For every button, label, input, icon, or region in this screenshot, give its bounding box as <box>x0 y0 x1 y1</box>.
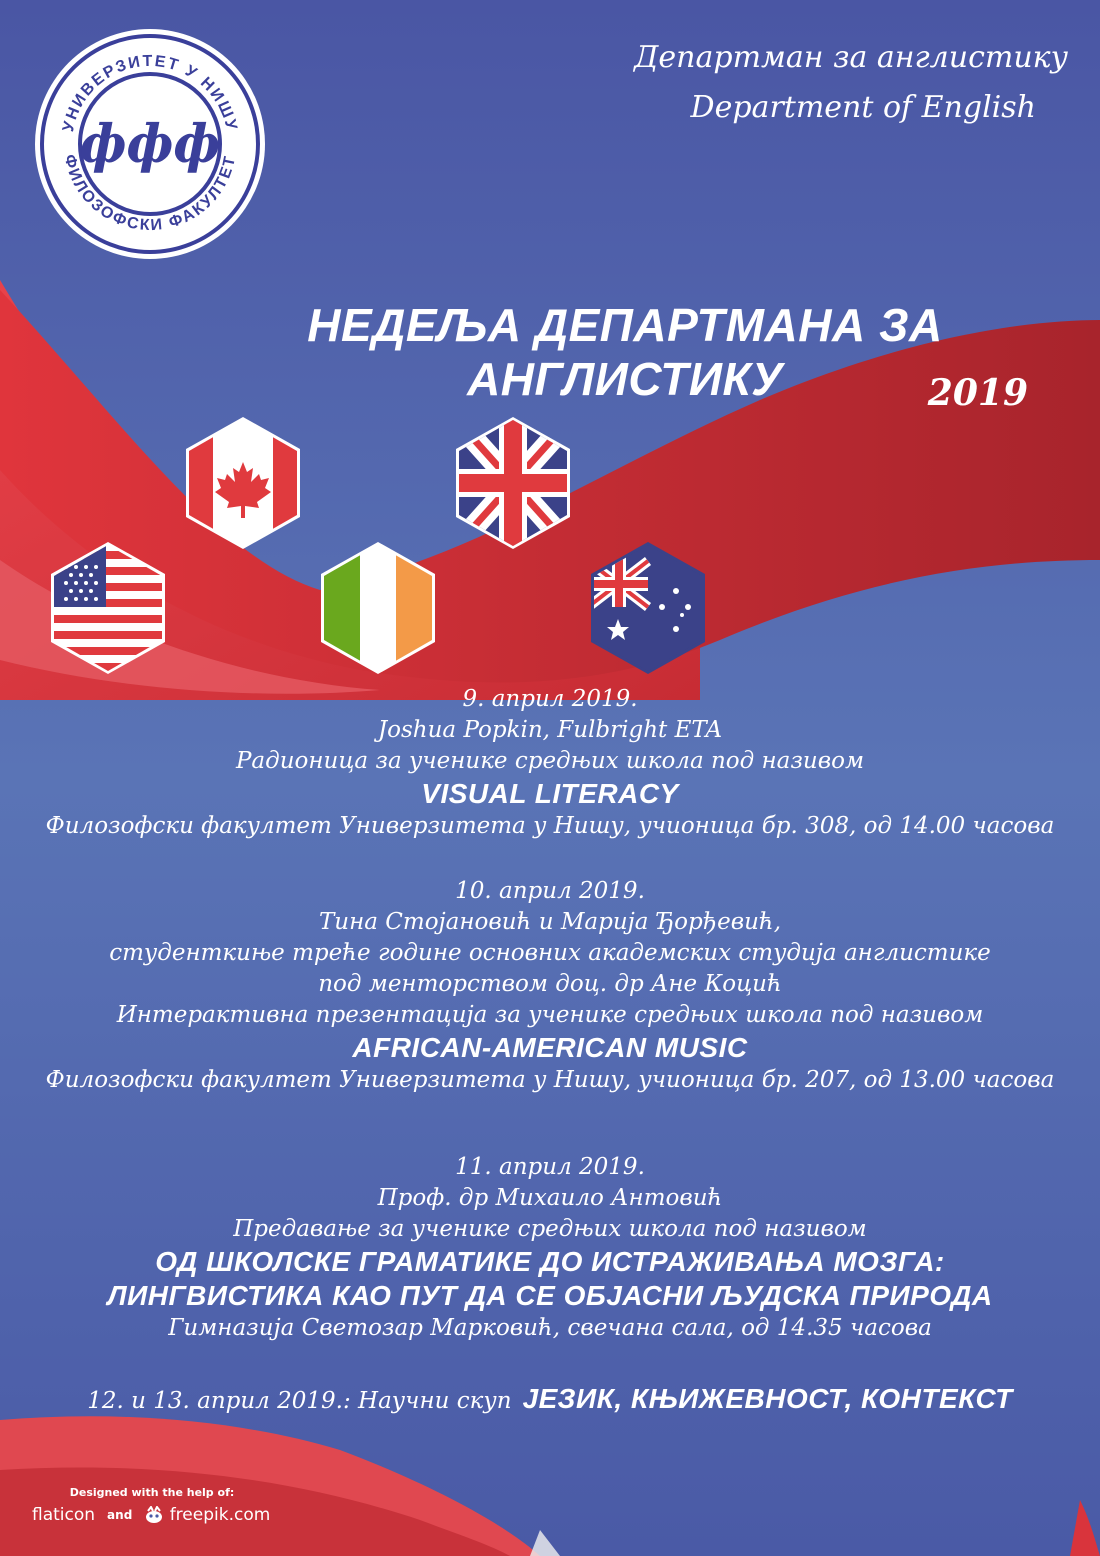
event-venue: Филозофски факултет Универзитета у Нишу, учионица бр. 308, од 14.00 часова <box>45 813 1055 839</box>
uk-flag-icon <box>453 416 573 550</box>
usa-flag-icon <box>48 541 168 675</box>
event-role: студенткиње треће године основних академских студија англистике <box>109 940 991 966</box>
event-date: 11. април 2019. <box>455 1154 645 1180</box>
department-name-serbian: Департман за англистику <box>634 40 1068 75</box>
event-april-11 <box>0 1152 1100 1344</box>
event-speaker: Joshua Popkin, Fulbright ETA <box>377 717 723 743</box>
event-mentor: под менторством доц. др Ане Коцић <box>318 971 782 997</box>
event-speaker: Проф. др Михаило Антовић <box>377 1185 723 1211</box>
event-conference <box>0 1382 1100 1417</box>
logo-monogram: ффф <box>79 114 221 175</box>
event-kind: Интерактивна презентација за ученике средњих школа под називом <box>116 1002 984 1028</box>
department-name-english: Department of English <box>690 90 1036 125</box>
canada-flag-icon <box>183 416 303 550</box>
freepik-logo: freepik.com <box>169 1505 271 1525</box>
event-title-line1: ОД ШКОЛСКЕ ГРАМАТИКЕ ДО ИСТРАЖИВАЊА МОЗГА: <box>155 1246 945 1277</box>
credits-and: and <box>107 1508 133 1522</box>
event-venue: Филозофски факултет Универзитета у Нишу, учионица бр. 207, од 13.00 часова <box>45 1067 1055 1093</box>
event-title-line2: ЛИНГВИСТИКА КАО ПУТ ДА СЕ ОБЈАСНИ ЉУДСКА ПРИРОДА <box>107 1280 993 1311</box>
logo-ring-bottom-text: ФИЛОЗОФСКИ ФАКУЛТЕТ <box>60 152 240 235</box>
conference-prefix: 12. и 13. април 2019.: Научни скуп <box>87 1388 512 1414</box>
event-title: VISUAL LITERACY <box>421 778 679 809</box>
event-date: 9. април 2019. <box>462 686 638 712</box>
australia-flag-icon <box>588 541 708 675</box>
event-april-9 <box>0 684 1100 842</box>
week-year: 2019 <box>927 372 1028 414</box>
event-venue: Гимназија Светозар Марковић, свечана сала, од 14.35 часова <box>168 1315 932 1341</box>
event-date: 10. април 2019. <box>455 878 645 904</box>
logo-ring-top-text: УНИВЕРЗИТЕТ У НИШУ <box>59 52 241 134</box>
conference-title: ЈЕЗИК, КЊИЖЕВНОСТ, КОНТЕКСТ <box>522 1383 1013 1414</box>
flaticon-logo: flaticon <box>32 1505 96 1525</box>
freepik-icon <box>144 1506 164 1524</box>
credits-heading: Designed with the help of: <box>69 1486 235 1499</box>
event-kind: Радионица за ученике средњих школа под називом <box>235 748 865 774</box>
event-kind: Предавање за ученике средњих школа под називом <box>233 1216 867 1242</box>
ireland-flag-icon <box>318 541 438 675</box>
design-credits <box>32 1486 282 1525</box>
event-speaker: Тина Стојановић и Марија Ђорђевић, <box>318 909 782 935</box>
event-title: AFRICAN-AMERICAN MUSIC <box>352 1032 748 1063</box>
week-title: НЕДЕЉА ДЕПАРТМАНА ЗА АНГЛИСТИКУ <box>307 299 943 405</box>
event-april-10 <box>0 876 1100 1096</box>
faculty-logo <box>34 28 266 260</box>
